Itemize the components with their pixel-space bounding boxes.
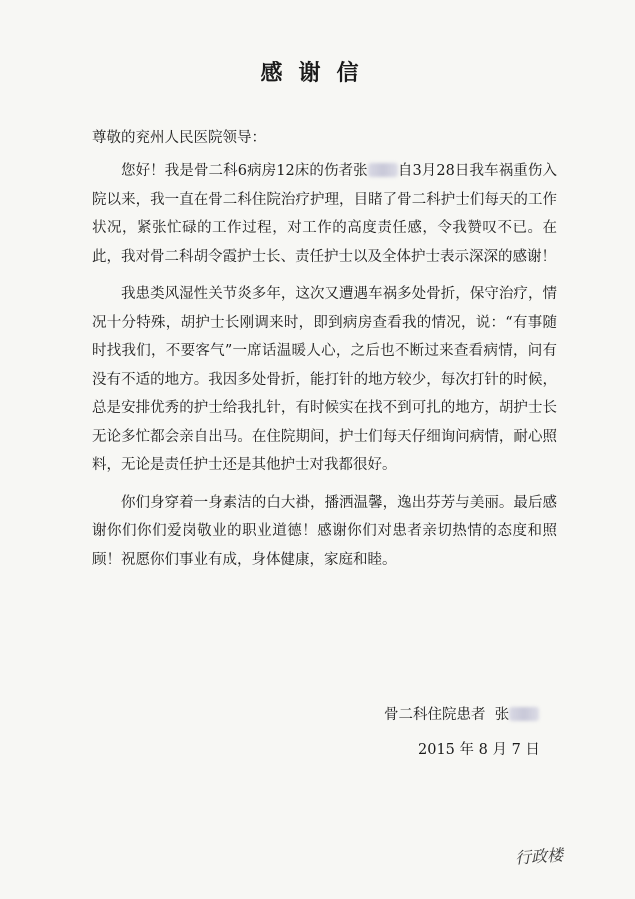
letter-date: 2015 年 8 月 7 日	[418, 742, 540, 758]
letter-title: 感谢信	[260, 61, 375, 86]
paragraph-1-after: 自3月28日我车祸重伤入院以来，我一直在骨二科住院治疗护理，目睹了骨二科护士们每天的工作状况，紧张忙碌的工作过程，对工作的高度责任感，令我赞叹不已。在此，我对骨二科胡令霞护士长、责任护士以及全体护士表示深深的感谢！	[92, 163, 557, 265]
signature-text: 骨二科住院患者 张	[384, 707, 510, 723]
handwritten-stamp: 行政楼	[514, 845, 564, 868]
letter-body	[92, 157, 557, 583]
signature-line	[384, 700, 539, 730]
paragraph-3: 你们身穿着一身素洁的白大褂，播洒温馨，逸出芬芳与美丽。最后感谢你们你们爱岗敬业的职业道德！感谢你们对患者亲切热情的态度和照顾！祝愿你们事业有成，身体健康，家庭和睦。	[92, 494, 557, 568]
redacted-signature-blur	[509, 707, 539, 721]
paragraph-1-before: 您好！我是骨二科6病房12床的伤者张	[121, 163, 368, 179]
salutation: 尊敬的兖州人民医院领导：	[92, 130, 266, 146]
paragraph-1	[92, 157, 557, 271]
signature-block	[384, 700, 539, 730]
redacted-name-blur	[368, 163, 398, 177]
paragraph-2: 我患类风湿性关节炎多年，这次又遭遇车祸多处骨折，保守治疗，情况十分特殊，胡护士长刚调来时，即到病房查看我的情况，说：“有事随时找我们，不要客气”一席话温暖人心，之后也不断过来查看病情，问有没有不适的地方。我因多处骨折，能打针的地方较少，每次打针的时候，总是安排优秀的护士给我扎针，有时候实在找不到可扎的地方，胡护士长无论多忙都会亲自出马。在住院期间，护士们每天仔细询问病情，耐心照料，无论是责任护士还是其他护士对我都很好。	[92, 286, 557, 473]
